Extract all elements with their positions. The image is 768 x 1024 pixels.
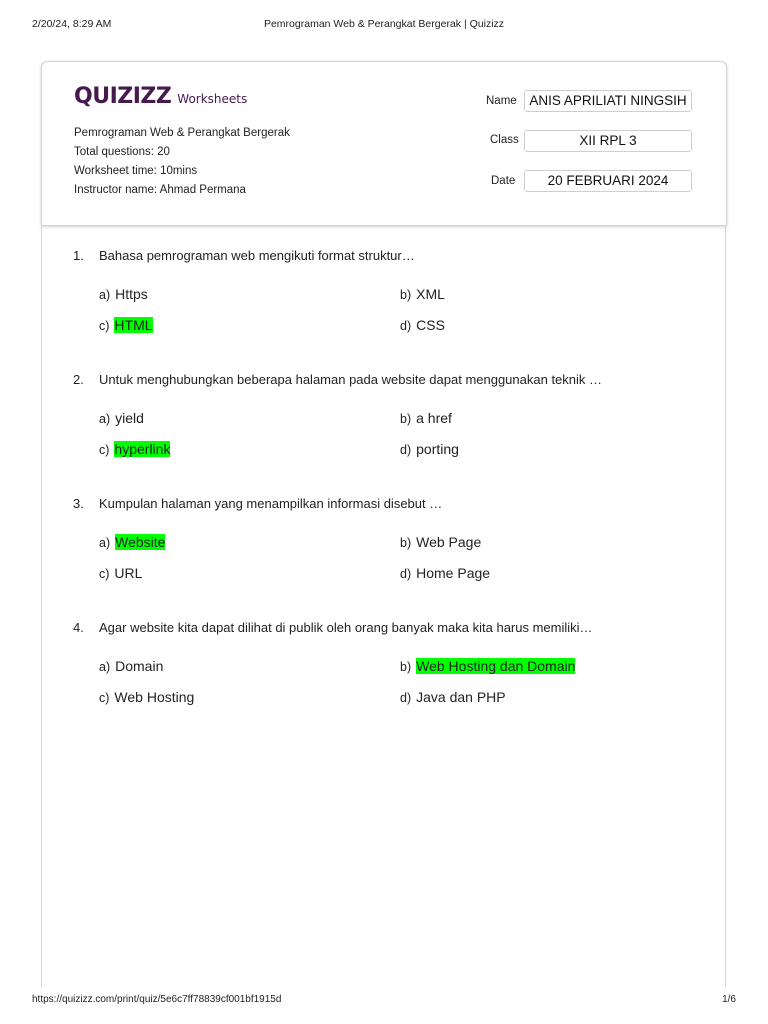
print-url: https://quizizz.com/print/quiz/5e6c7ff78839cf001bf1915d [32,994,282,1005]
page-number: 1/6 [722,994,736,1005]
option-d[interactable]: d) CSS [400,317,445,333]
option-a[interactable]: a) Website [99,534,166,550]
question-3 [73,496,713,581]
print-date: 2/20/24, 8:29 AM [32,18,112,30]
option-c[interactable]: c) HTML [99,317,153,333]
option-a[interactable]: a) Https [99,286,148,302]
question-number: 3. [73,496,84,511]
date-label: Date [491,175,516,187]
quizizz-logo [74,84,247,109]
logo-subtitle: Worksheets [177,92,248,106]
question-text [73,620,713,635]
question-number: 1. [73,248,84,263]
question-number: 2. [73,372,84,387]
option-c[interactable]: c) hyperlink [99,441,171,457]
page-border-right [725,225,726,987]
option-d[interactable]: d) porting [400,441,459,457]
question-text [73,248,713,263]
date-field[interactable]: 20 FEBRUARI 2024 [524,170,692,192]
print-title: Pemrograman Web & Perangkat Bergerak | Quizizz [263,18,505,30]
option-a[interactable]: a) Domain [99,658,164,674]
option-d[interactable]: d) Home Page [400,565,491,581]
option-b[interactable]: b) Web Page [400,534,482,550]
option-b[interactable]: b) Web Hosting dan Domain [400,658,576,674]
question-2 [73,372,713,457]
question-text [73,372,713,387]
question-4 [73,620,713,705]
question-prompt: Agar website kita dapat dilihat di publik oleh orang banyak maka kita harus memiliki… [99,620,593,635]
question-prompt: Bahasa pemrograman web mengikuti format struktur… [99,248,415,263]
question-text [73,496,713,511]
class-field[interactable]: XII RPL 3 [524,130,692,152]
logo-wordmark: QUIZIZZ [74,84,172,109]
worksheet-header-card [41,61,727,226]
worksheet-name: Pemrograman Web & Perangkat Bergerak [74,127,290,139]
name-field[interactable]: ANIS APRILIATI NINGSIH [524,90,692,112]
worksheet-meta [74,124,290,200]
question-prompt: Kumpulan halaman yang menampilkan informasi disebut … [99,496,443,511]
option-d[interactable]: d) Java dan PHP [400,689,506,705]
option-c[interactable]: c) URL [99,565,143,581]
instructor-name: Instructor name: Ahmad Permana [74,184,246,196]
class-label: Class [490,134,519,146]
option-c[interactable]: c) Web Hosting [99,689,195,705]
total-questions: Total questions: 20 [74,146,170,158]
question-1 [73,248,713,333]
page-border-left [41,225,42,987]
question-prompt: Untuk menghubungkan beberapa halaman pada website dapat menggunakan teknik … [99,372,603,387]
option-b[interactable]: b) XML [400,286,445,302]
option-a[interactable]: a) yield [99,410,144,426]
print-header [0,18,768,32]
name-label: Name [486,95,517,107]
option-b[interactable]: b) a href [400,410,452,426]
question-number: 4. [73,620,84,635]
worksheet-time: Worksheet time: 10mins [74,165,198,177]
